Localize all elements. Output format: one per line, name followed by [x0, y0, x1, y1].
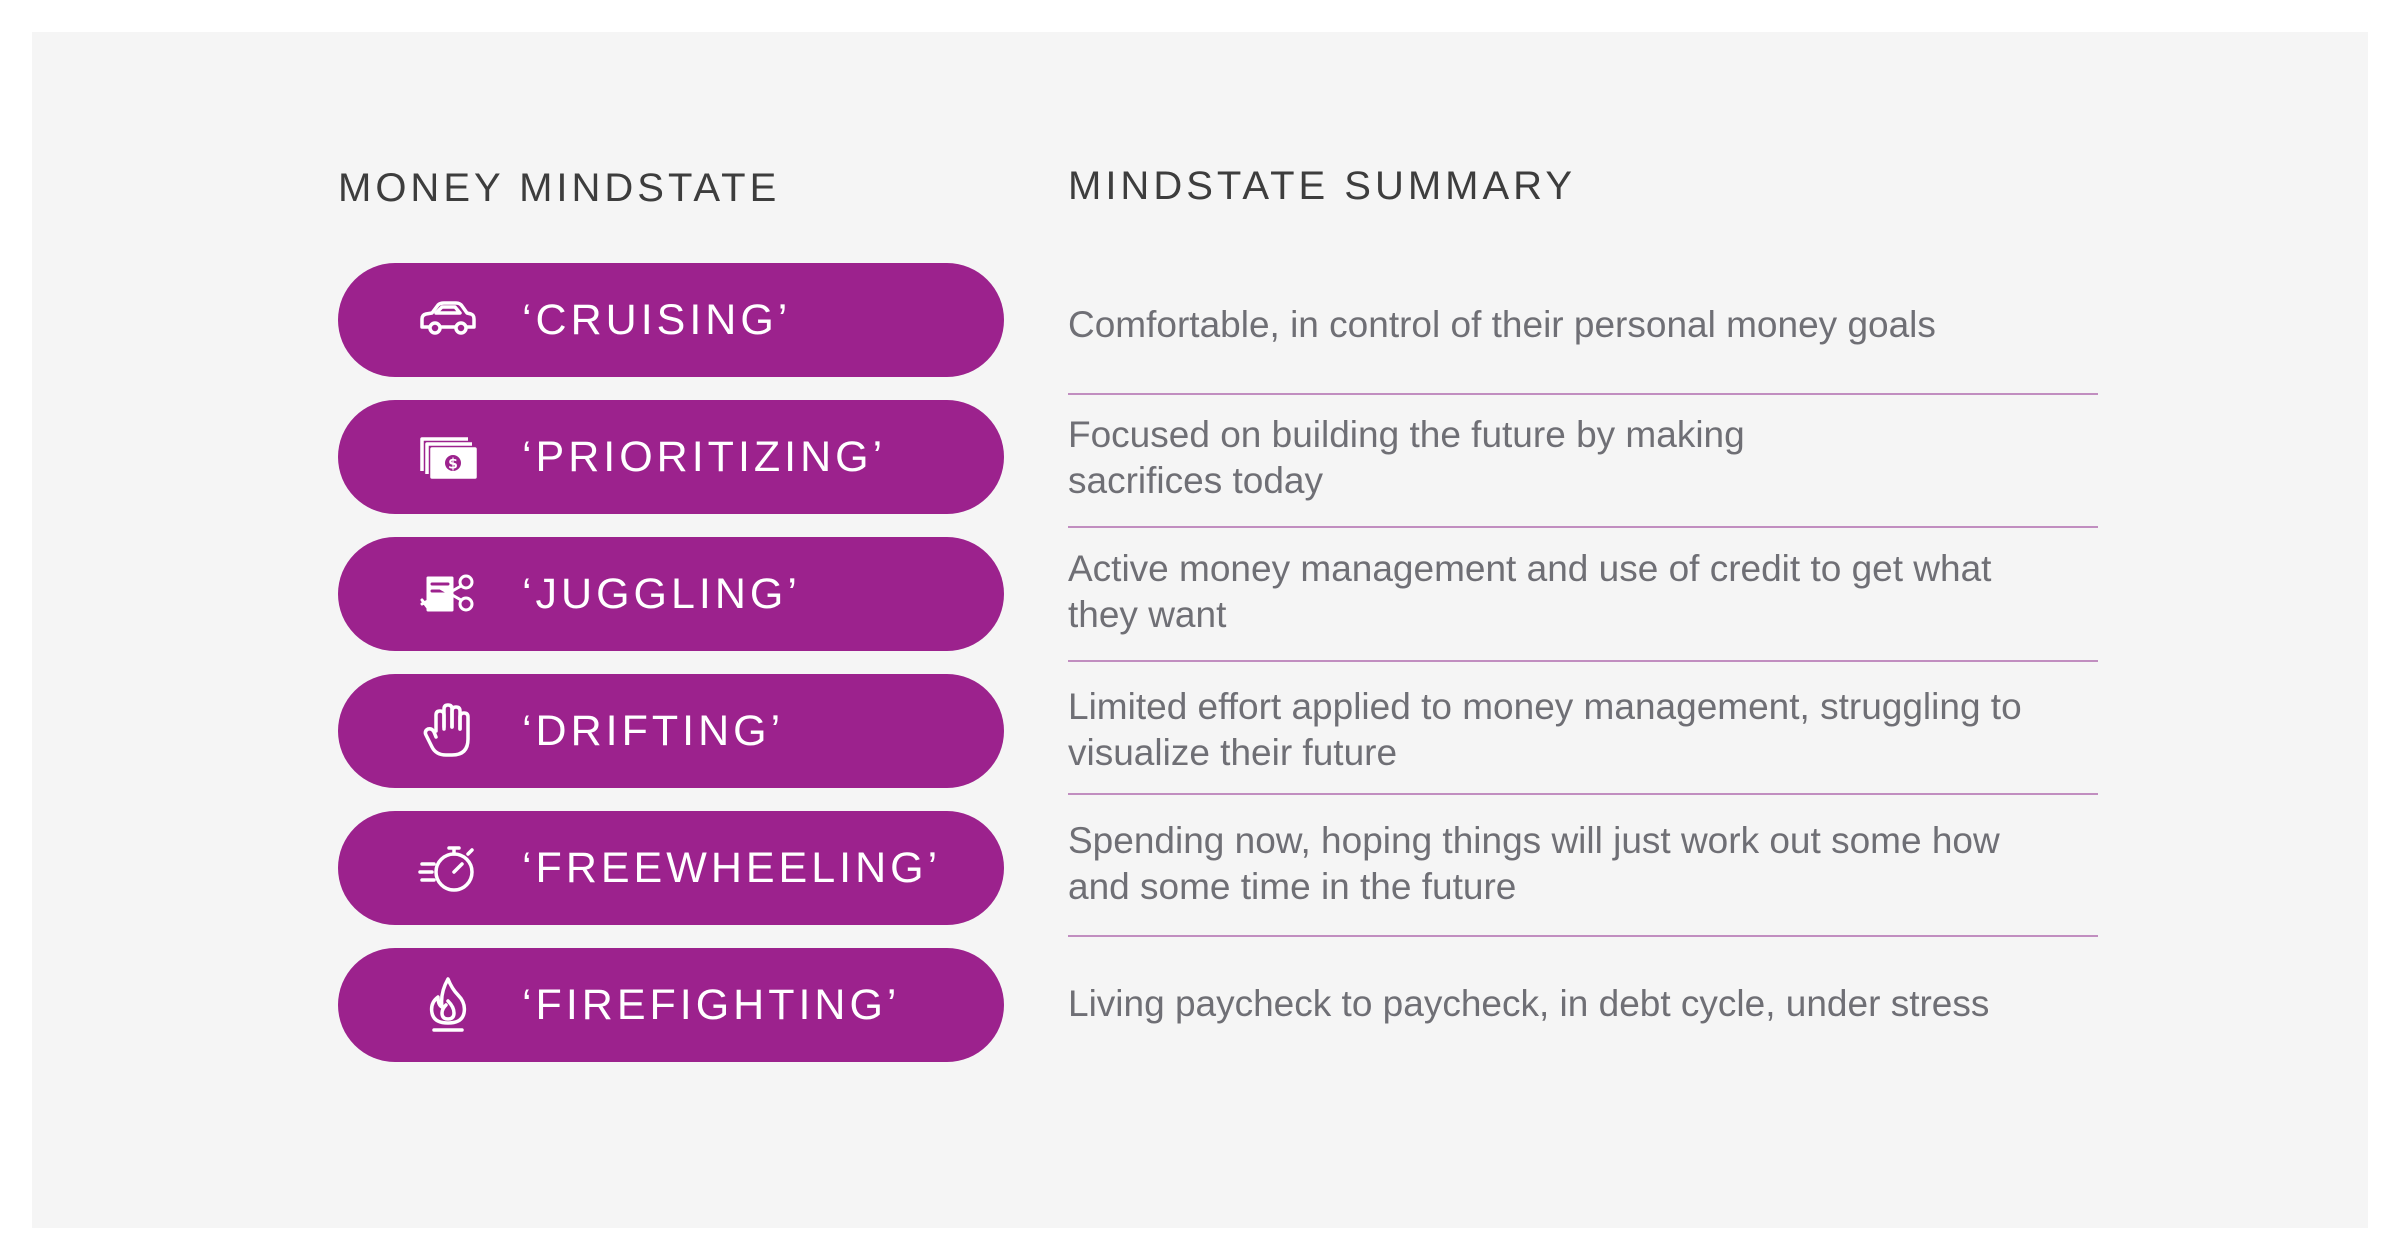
mindstate-pill-firefighting — [338, 948, 1004, 1062]
mindstate-label: ‘FIREFIGHTING’ — [522, 981, 901, 1029]
mindstate-label: ‘PRIORITIZING’ — [522, 433, 887, 481]
mindstate-pill-prioritizing — [338, 400, 1004, 514]
mindstate-label: ‘JUGGLING’ — [522, 570, 801, 618]
money-mindstate-heading: MONEY MINDSTATE — [338, 166, 781, 210]
row-divider — [1068, 793, 2098, 795]
mindstate-summary-prioritizing: Focused on building the future by making sacrifices today — [1068, 414, 1745, 501]
mindstate-label: ‘FREEWHEELING’ — [522, 844, 942, 892]
mindstate-pill-freewheeling — [338, 811, 1004, 925]
flame-icon — [418, 975, 478, 1035]
mindstate-pill-cruising — [338, 263, 1004, 377]
svg-text:$: $ — [448, 456, 458, 473]
mindstate-summary-drifting: Limited effort applied to money management, struggling to visualize their future — [1068, 686, 2022, 773]
row-divider — [1068, 393, 2098, 395]
speed-stopwatch-icon — [418, 838, 478, 898]
row-divider — [1068, 935, 2098, 937]
mindstate-summary-firefighting: Living paycheck to paycheck, in debt cycle, under stress — [1068, 983, 1990, 1024]
cut-card-icon — [418, 564, 478, 624]
mindstate-pill-drifting — [338, 674, 1004, 788]
row-divider — [1068, 526, 2098, 528]
mindstate-summary-freewheeling: Spending now, hoping things will just work out some how and some time in the future — [1068, 820, 2000, 907]
row-divider — [1068, 660, 2098, 662]
mindstate-label: ‘DRIFTING’ — [522, 707, 785, 755]
mindstate-summary-juggling: Active money management and use of credit to get what they want — [1068, 548, 1992, 635]
mindstate-summary-heading: MINDSTATE SUMMARY — [1068, 164, 1577, 208]
mindstate-label: ‘CRUISING’ — [522, 296, 792, 344]
car-icon — [418, 290, 478, 350]
mindstate-pill-juggling — [338, 537, 1004, 651]
mindstate-summary-cruising: Comfortable, in control of their personal money goals — [1068, 304, 1936, 345]
banknote-stack-icon — [418, 427, 478, 487]
raised-hand-icon — [418, 701, 478, 761]
content-panel — [32, 32, 2368, 1228]
